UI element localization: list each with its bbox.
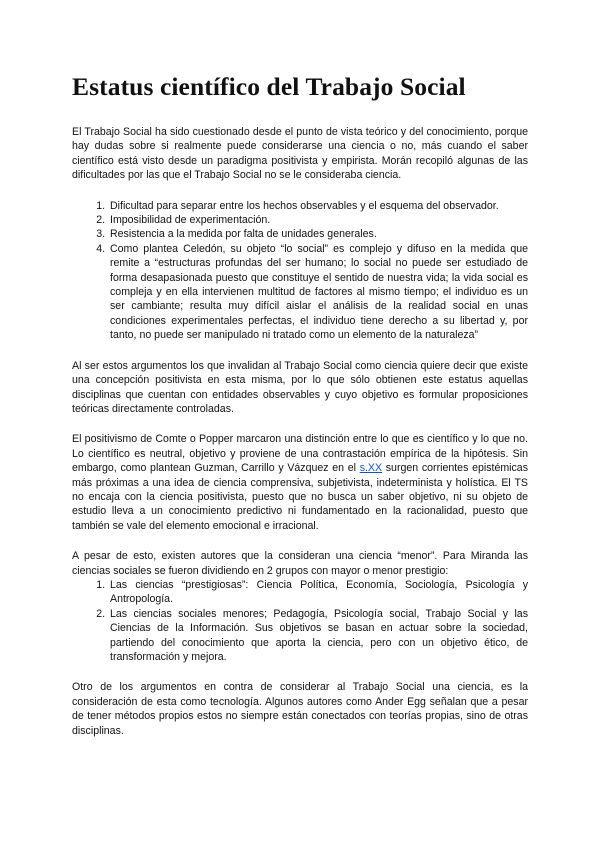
list-item: 2. Las ciencias sociales menores; Pedagogía, Psicología social, Trabajo Social y las Ciencias de la Información. Sus objetivos se basan en actuar sobre la sociedad, partiendo del conocimiento que aporta la ciencia, pero con un objetivo ético, de transformación y mejora.: [108, 607, 528, 665]
positivism-paragraph: Al ser estos argumentos los que invalidan al Trabajo Social como ciencia quiere decir que existe una concepción positivista en esta misma, por lo que sólo obtienen este estatus aquellas disciplinas que cuentan con entidades observables y cuyo objetivo es formular proposiciones teóricas directamente controladas.: [72, 359, 528, 415]
list-item: 1. Dificultad para separar entre los hechos observables y el esquema del observador.: [108, 199, 528, 213]
list-item: 4. Como plantea Celedón, su objeto “lo social” es complejo y difuso en la medida que remite a “estructuras profundas del ser humano; lo social no puede ser estudiado de forma desapasionada puesto que constituye el sentido de nuestra vida; la vida social es compleja y en ella intervienen multitud de factores al mismo tiempo; el individuo es un ser cambiante; resulta muy difícil aislar el análisis de la realidad social en unas condiciones experimentales perfectas, el individuo tiene derecho a su libertad y, por tanto, no puede ser manipulado ni tratado como un elemento de la naturaleza”: [108, 242, 528, 343]
minor-science-paragraph: A pesar de esto, existen autores que la consideran una ciencia “menor”. Para Miranda las ciencias sociales se fueron dividiendo en 2 grupos con mayor o menor prestigio:: [72, 550, 528, 577]
sxx-link[interactable]: s.XX: [359, 462, 383, 475]
difficulties-list: [72, 199, 528, 343]
list-item: 2. Imposibilidad de experimentación.: [108, 213, 528, 227]
technology-paragraph: Otro de los argumentos en contra de considerar al Trabajo Social una ciencia, es la consideración de esta como tecnología. Algunos autores como Ander Egg señalan que a pesar de tener métodos propios estos no siempre están conectados con teorías propias, sino de otras disciplinas.: [72, 681, 528, 737]
page-title: Estatus científico del Trabajo Social: [72, 72, 466, 101]
intro-paragraph: El Trabajo Social ha sido cuestionado desde el punto de vista teórico y del conocimiento, porque hay dudas sobre si realmente puede considerarse una ciencia o no, más cuando el saber científico está visto desde un paradigma positivista y empirista. Morán recopiló algunas de las dificultades por las que el Trabajo Social no se le consideraba ciencia.: [72, 126, 528, 182]
list-item: 3. Resistencia a la medida por falta de unidades generales.: [108, 227, 528, 241]
list-item: 1. Las ciencias “prestigiosas”: Ciencia Política, Economía, Sociología, Psicología y Antropología.: [108, 578, 528, 607]
comte-popper-paragraph: [72, 432, 528, 533]
science-groups-list: [72, 578, 528, 664]
text-span: surgen corrientes epistémicas más próximas a una idea de ciencia comprensiva, subjetivista, indeterminista y holística. El TS no encaja con la ciencia positivista, puesto que no busca un saber objetivo, ni su objeto de estudio lleva a un conocimiento predictivo ni fundamentado en la racionalidad, puesto que también se vale del elemento emocional e irracional.: [72, 462, 528, 532]
text-span: El positivismo de Comte o Popper marcaron una distinción entre lo que es científico y lo que no. Lo científico es neutral, objetivo y proviene de una contrastación empírica de la hipótesis. Sin embargo, como plantean Guzman, Carrillo y Vázquez en el: [72, 433, 528, 475]
